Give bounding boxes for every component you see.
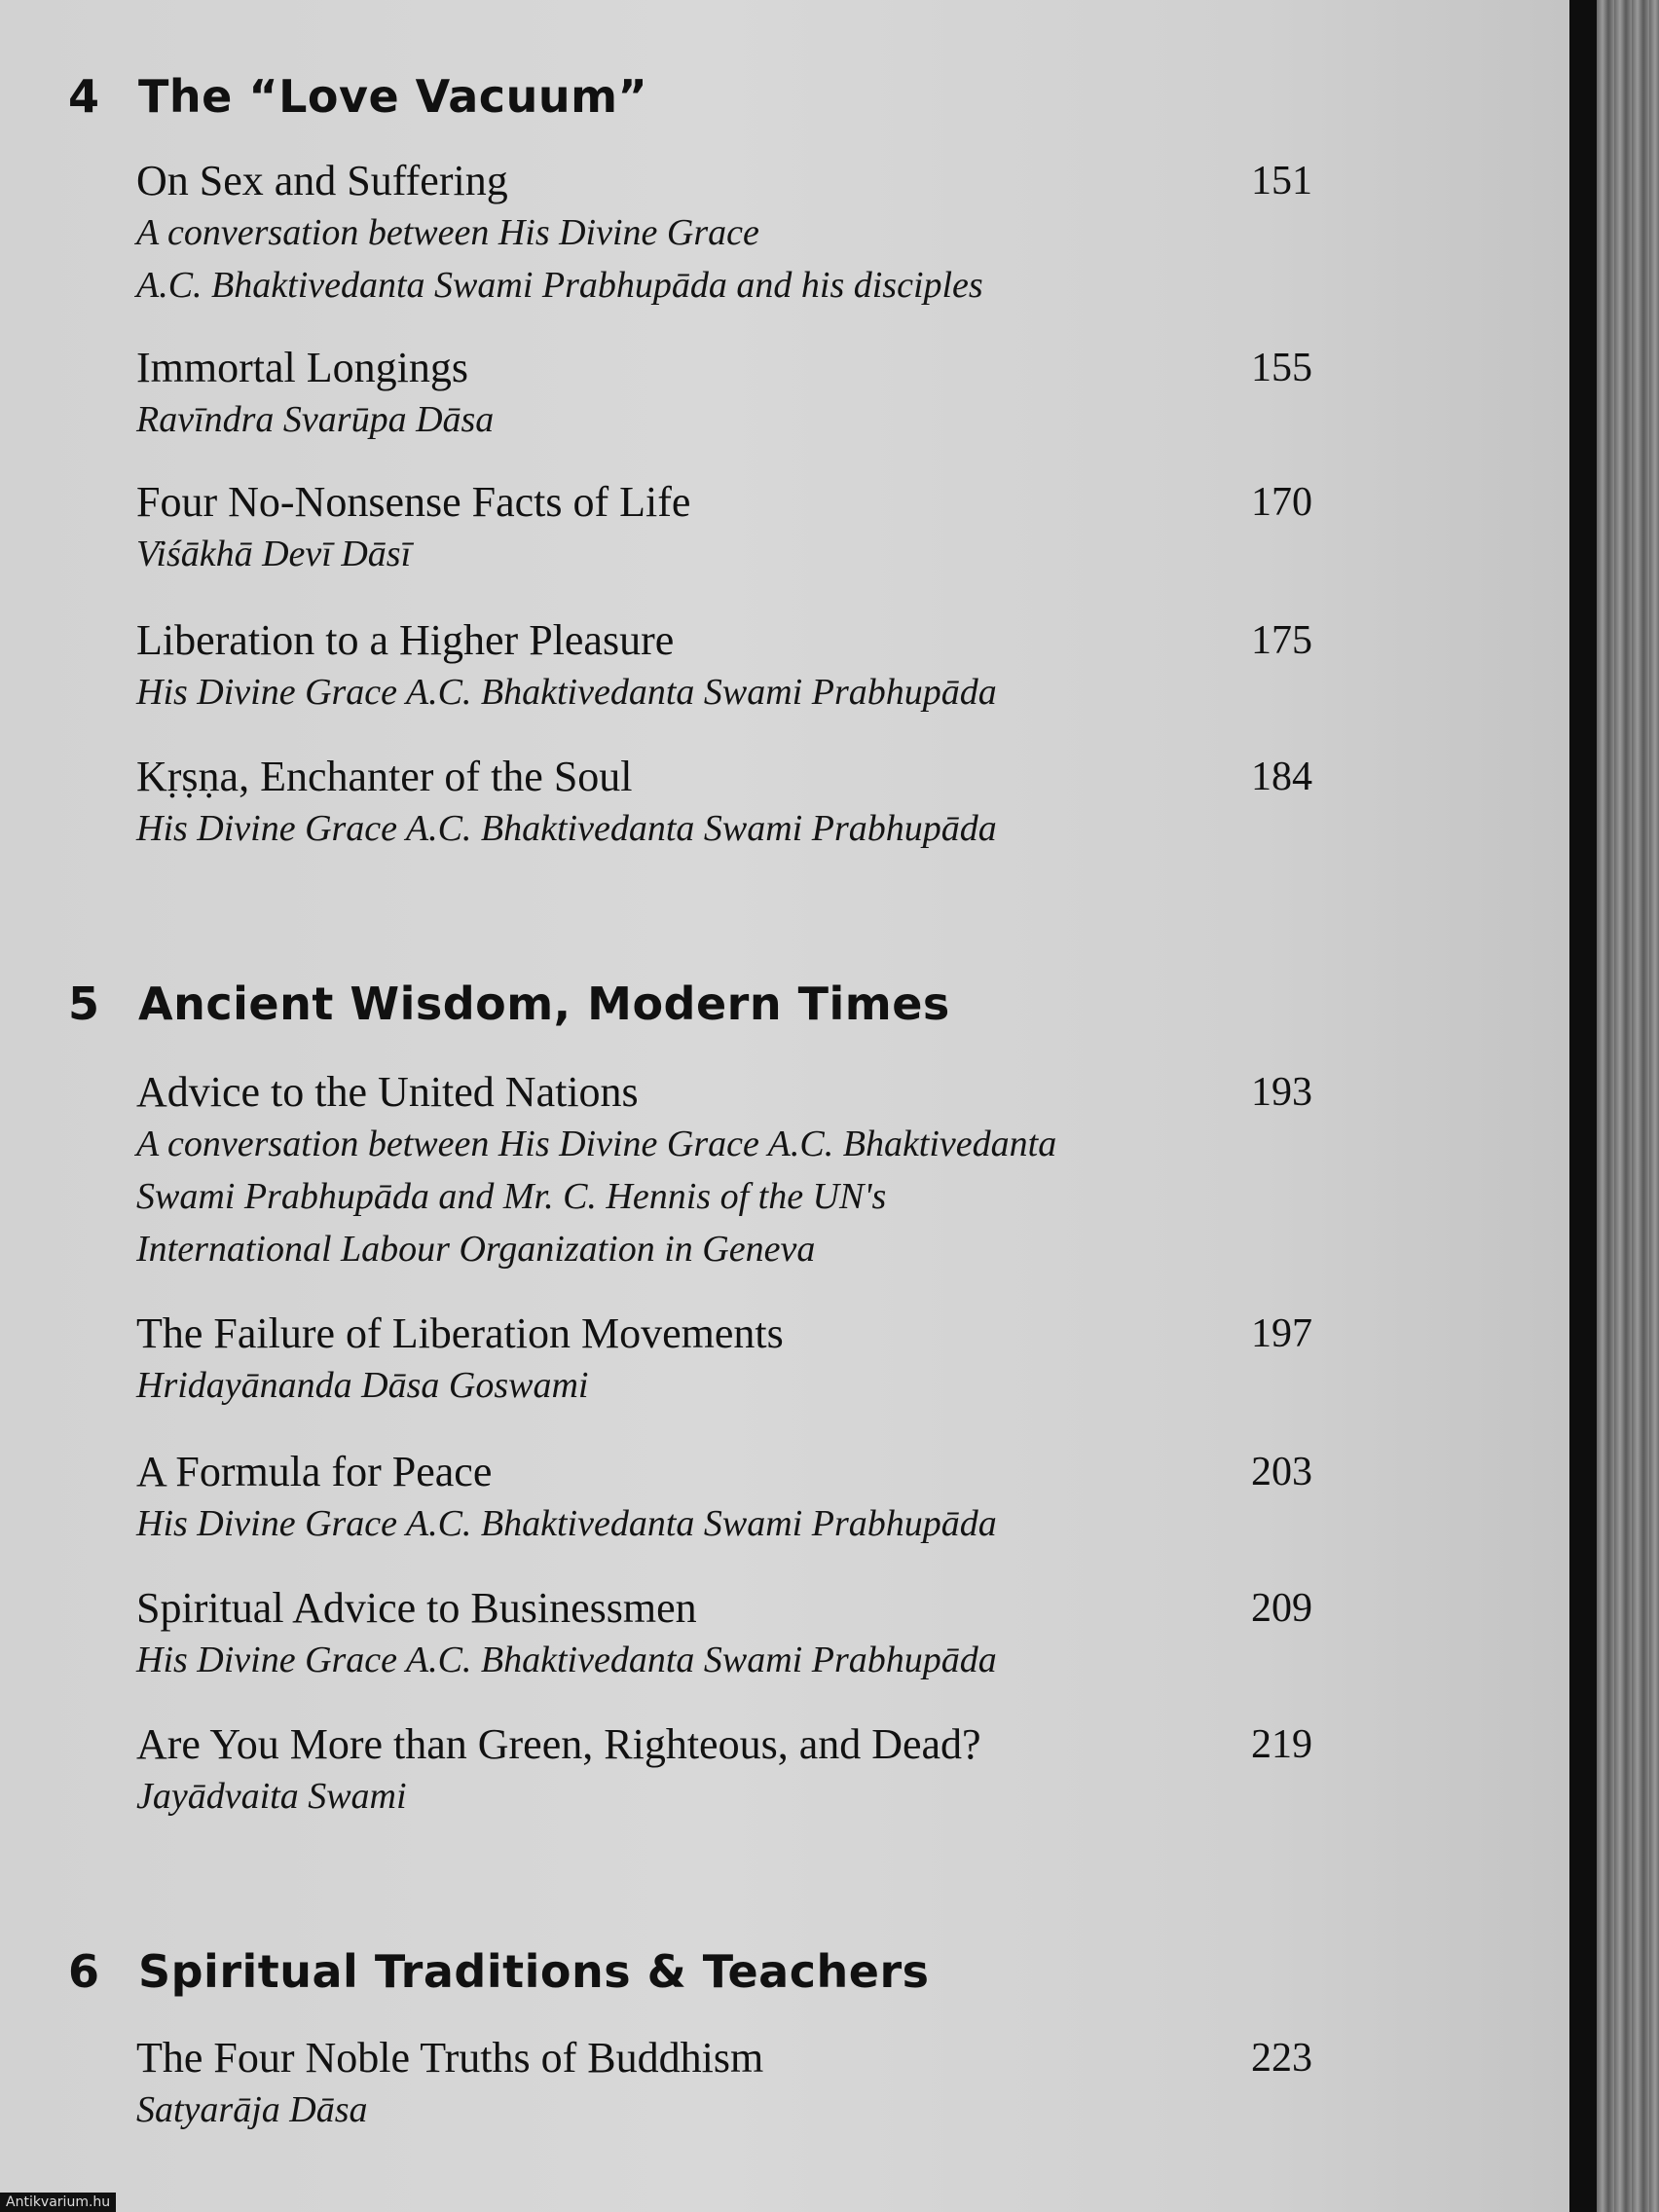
entry-page-number: 219 (1251, 1722, 1312, 1767)
toc-entry (136, 1447, 1312, 1550)
chapter-heading (68, 70, 647, 123)
entry-title: Spiritual Advice to Businessmen (136, 1584, 697, 1632)
entry-title: Kṛṣṇa, Enchanter of the Soul (136, 753, 633, 800)
chapter-number: 4 (68, 70, 100, 123)
toc-entry (136, 615, 1312, 719)
toc-entry (136, 2033, 1312, 2136)
entry-title: A Formula for Peace (136, 1448, 493, 1495)
entry-title: On Sex and Suffering (136, 157, 508, 204)
chapter-title: Ancient Wisdom, Modern Times (138, 977, 950, 1030)
toc-entry (136, 1309, 1312, 1412)
entry-page-number: 203 (1251, 1450, 1312, 1494)
entry-title: Liberation to a Higher Pleasure (136, 616, 675, 664)
entry-page-number: 170 (1251, 480, 1312, 525)
entry-author: His Divine Grace A.C. Bhaktivedanta Swami Prabhupāda (136, 1640, 997, 1680)
entry-page-number: 223 (1251, 2036, 1312, 2081)
entry-author: Jayādvaita Swami (136, 1776, 407, 1817)
toc-entry (136, 1067, 1312, 1275)
entry-author: A.C. Bhaktivedanta Swami Prabhupāda and his disciples (136, 265, 983, 306)
entry-page-number: 151 (1251, 159, 1312, 203)
chapter-heading (68, 977, 950, 1030)
toc-entry (136, 343, 1312, 446)
entry-page-number: 209 (1251, 1586, 1312, 1631)
toc-entry (136, 1583, 1312, 1686)
chapter-title: The “Love Vacuum” (138, 70, 648, 123)
entry-page-number: 197 (1251, 1311, 1312, 1356)
entry-author: His Divine Grace A.C. Bhaktivedanta Swami Prabhupāda (136, 808, 997, 849)
entry-author: A conversation between His Divine Grace A.C. Bhaktivedanta (136, 1124, 1057, 1164)
entry-author: A conversation between His Divine Grace (136, 212, 759, 253)
toc-entry (136, 1719, 1312, 1823)
entry-title: The Four Noble Truths of Buddhism (136, 2034, 764, 2082)
entry-title: Immortal Longings (136, 344, 468, 391)
entry-author: His Divine Grace A.C. Bhaktivedanta Swami Prabhupāda (136, 672, 997, 713)
book-spine (1569, 0, 1597, 2212)
chapter-title: Spiritual Traditions & Teachers (138, 1945, 930, 1998)
page-edges (1597, 0, 1659, 2212)
toc-entry (136, 477, 1312, 580)
chapter-number: 5 (68, 977, 100, 1030)
entry-page-number: 193 (1251, 1070, 1312, 1115)
toc-entry (136, 156, 1312, 312)
entry-author: International Labour Organization in Geneva (136, 1229, 816, 1270)
entry-author: Ravīndra Svarūpa Dāsa (136, 399, 495, 440)
entry-page-number: 155 (1251, 346, 1312, 390)
entry-author: Hridayānanda Dāsa Goswami (136, 1365, 589, 1406)
entry-title: Advice to the United Nations (136, 1068, 639, 1116)
toc-entry (136, 752, 1312, 855)
watermark-label: Antikvarium.hu (0, 2193, 116, 2212)
entry-author: His Divine Grace A.C. Bhaktivedanta Swami Prabhupāda (136, 1503, 997, 1544)
entry-title: Are You More than Green, Righteous, and Dead? (136, 1720, 981, 1768)
chapter-number: 6 (68, 1945, 100, 1998)
chapter-heading (68, 1945, 930, 1998)
entry-page-number: 184 (1251, 755, 1312, 799)
entry-title: The Failure of Liberation Movements (136, 1309, 784, 1357)
entry-title: Four No-Nonsense Facts of Life (136, 478, 691, 526)
entry-page-number: 175 (1251, 618, 1312, 663)
entry-author: Viśākhā Devī Dāsī (136, 534, 412, 574)
entry-author: Satyarāja Dāsa (136, 2089, 368, 2130)
entry-author: Swami Prabhupāda and Mr. C. Hennis of the UN's (136, 1176, 887, 1217)
